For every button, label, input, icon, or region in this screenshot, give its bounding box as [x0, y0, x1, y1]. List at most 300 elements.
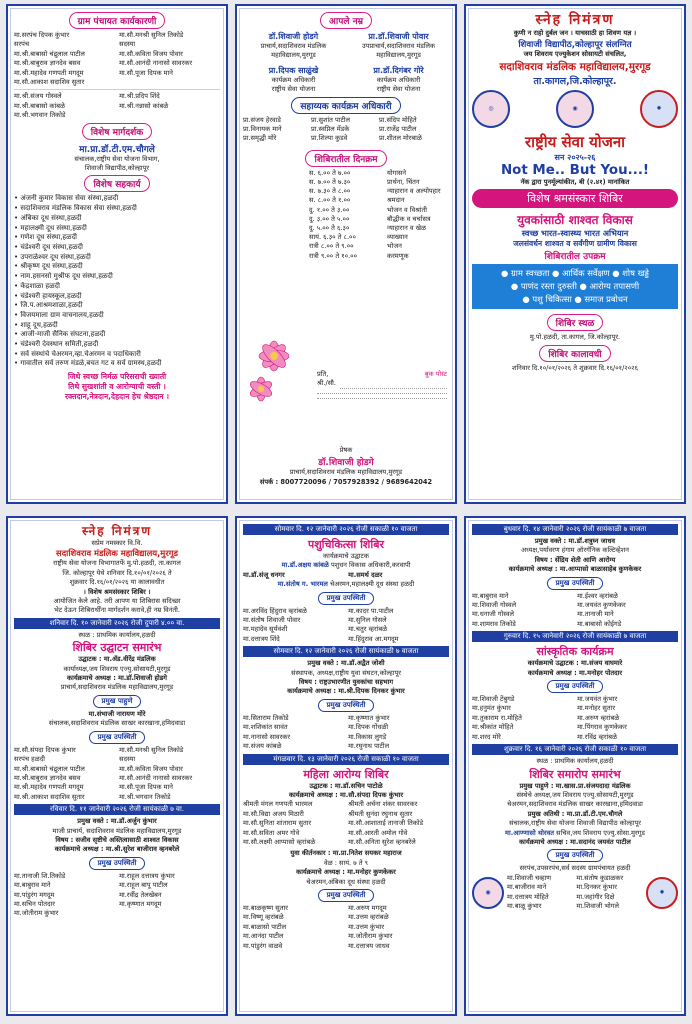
name-row	[472, 601, 678, 610]
attendees-list-3	[504, 874, 646, 912]
attendees-list	[472, 592, 678, 630]
inauguration-heading: शिबिर उद्घाटन समारंभ	[72, 641, 162, 655]
kirtan-chair: कार्यक्रमाचे अध्यक्ष : मा.मनोहर कुणकेकर	[296, 868, 396, 877]
inaugurator-role: कार्याध्यक्ष,जय शिवराय एज्यु.सोसायटी,मुरगूड	[63, 664, 171, 673]
person-name: मा.जयवंत कुंभार	[577, 695, 618, 704]
person-name: मा.सौ.आशाताई तानाजी तिकोडे	[348, 819, 424, 828]
person-name: मा.सुनिल गोसले	[348, 616, 387, 625]
inaugurator-label: कार्यक्रमाचे उद्घाटक	[323, 552, 369, 560]
invitation-title: स्नेह निमंत्रण	[535, 12, 615, 28]
name-row	[243, 923, 449, 932]
schedule-cell: स. ७.३० ते ८.००	[309, 187, 351, 196]
support-item: • श्रीकृष्ण दूध संस्था,हळदी	[14, 262, 83, 271]
person-name: मा.सचिन पोतदार	[14, 899, 55, 908]
person-name: सदस्या	[119, 40, 136, 49]
kirtan-speaker: युवा कीर्तनकार : मा.प्रा.नितेश सयकर महाराज	[290, 849, 402, 858]
date-bar-1: शनिवार दि. १० जानेवारी २०२६ रोजी दुपारी ४.०० वा.	[14, 618, 220, 629]
closing-heading: शिबिर समारोप समारंभ	[529, 767, 621, 781]
name-row	[472, 704, 678, 713]
vet-guest-2: मा.समर्थ दळर	[348, 570, 383, 579]
person-name: मा.श्री.संजय गोस्वले	[14, 92, 62, 101]
name-row	[243, 616, 449, 625]
person-name: सरपंच हळदी	[14, 755, 45, 764]
person-name: मा.जोतीराम कुंभार	[348, 932, 393, 941]
person-name: मा.जहांगीर दिक्षे	[576, 892, 615, 901]
person-name: मा.तानाजी माने	[577, 610, 614, 619]
person-name: मा.संतोष शिवाजी पोवार	[243, 616, 301, 625]
support-item: • जि.प.आश्रमशाळा,हळदी	[14, 301, 83, 310]
activity-item: ● समाज प्रबोधन	[574, 294, 628, 305]
quote-line-3: रक्तदान,नेत्रदान,देहदान हेच श्रेष्ठदान ।	[64, 392, 170, 402]
person-name: मा.श्री.भगवान तिकोडे	[14, 111, 66, 120]
assistant-name: प्रा.सुशांत पाटील	[310, 115, 350, 124]
person-name: मा.श्री.आकाश सदाशिव सुतार	[14, 792, 85, 801]
invite-line: जि. कोल्हापूर येथे शनिवार दि.१०/०१/२०२६ ते	[62, 568, 172, 577]
chairperson: कार्यक्रमाचे अध्यक्ष : मा.आप्पासो बाळासाहेब कुणकेकर	[508, 565, 642, 574]
attendees-banner-4: प्रमुख उपस्थिती	[318, 889, 375, 902]
person-name: मा.राहूल बापू पाटील	[119, 881, 168, 890]
date-bar-4: सोमवार दि. १२ जानेवारी २०२६ रोजी सायंकाळी ७ वाजता	[243, 646, 449, 657]
schedule-cell: व्याख्यान	[387, 233, 408, 242]
person-name: मा.रवींद्र तेलखेबन	[119, 890, 162, 899]
name-row	[243, 819, 449, 828]
name-row	[243, 904, 449, 913]
person-name: मा.श्री.महादेव गणपती मगदूम	[14, 68, 84, 77]
schedule-cell: स. ६.०० ते ७.००	[309, 168, 351, 177]
person-name: मा.उत्तम व्हरांबळे	[348, 913, 389, 922]
support-item: • नाम.हसनसो मुश्रीफ दूध संस्था,हळदी	[14, 272, 113, 281]
support-item: • सर्व संस्थांचे चेअरमन,व्हा.चेअरमन व पदाधिकारी	[14, 349, 141, 358]
cultural-heading: सांस्कृतिक कार्यक्रम	[536, 645, 614, 659]
topic: विषय : सेंद्रिय शेती आणि आरोग्य	[534, 555, 616, 564]
name-row	[243, 635, 449, 644]
date-bar-5: मंगळवार दि. १३ जानेवारी २०२६ रोजी सकाळी १० वाजता	[243, 754, 449, 765]
person-name: मा.रविंद्र व्हरांबळे	[577, 732, 618, 741]
panchayat-attendees: सरपंच,उपसरपंच,सर्व सदस्य ग्रामपंचायत हळदी	[519, 864, 631, 873]
schedule-cell: स. ८.०० ते १.००	[309, 196, 351, 205]
name-row	[243, 829, 449, 838]
host-officer-2: प्रा.डॉ.दिगंबर गोरे कार्यक्रम अधिकारी राष्ट्रीय सेवा योजना	[373, 65, 424, 94]
date-bar-7: गुरुवार दि. १५ जानेवारी २०२६ रोजी सायंकाळी ७ वाजता	[472, 631, 678, 642]
person-name: मा.बाबुराव माने	[14, 881, 51, 890]
name-row	[507, 874, 643, 883]
name-row	[472, 695, 678, 704]
schedule-cell: दु. ५.०० ते ६.३०	[309, 224, 350, 233]
schedule-table	[309, 169, 449, 261]
assistants-banner: सहाय्यक कार्यक्रम अधिकारी	[291, 97, 400, 114]
activity-item: ● आरोग्य तपासणी	[579, 281, 640, 292]
activity-item: ● ग्राम स्वच्छता	[501, 268, 553, 279]
speaker: प्रमुख वक्ते : मा.डॉ.अद्वैत जोशी	[307, 659, 385, 668]
person-name: मा.दत्तात्रय शिंदे	[243, 634, 280, 643]
panel-day-4-6	[464, 516, 686, 1016]
person-name: मा.बाळासो पाटील	[243, 922, 287, 931]
person-name: मा.शशिकांत सावंत	[243, 723, 288, 732]
address-shri: श्री./सौ.	[317, 379, 336, 388]
person-name	[119, 78, 220, 87]
schedule-cell: रात्री ८.०० ते ९.००	[309, 242, 354, 251]
flower-illustration	[239, 334, 309, 414]
person-name: मा.दिपक गोंधळी	[348, 723, 389, 732]
schedule-cell: करमणूक	[387, 251, 409, 260]
person-name: मा.सौ.पूजा दिपक माने	[119, 783, 173, 792]
name-row	[472, 610, 678, 619]
person-name: मा.ईश्वर व्हरांबळे	[577, 591, 618, 600]
name-row	[14, 40, 220, 49]
attendees-banner: प्रमुख उपस्थिती	[89, 731, 146, 744]
theme-main: युवकांसाठी शाश्वत विकास	[517, 213, 633, 228]
vet-chair-role: चेअरमन,महालक्ष्मी दूध संस्था हळदी	[330, 580, 415, 589]
person-name: मा.श्री.बाबुराव ज्ञानदेव बसव	[14, 773, 81, 782]
name-row	[243, 733, 449, 742]
person-name: मा.अरविंद हिंदुराव व्हरांबळे	[243, 606, 307, 615]
name-row	[14, 900, 220, 909]
assistant-name: प्रा.शिल्पा कुडवे	[310, 134, 348, 143]
person-name: मा.पिंगराव कुणकेकर	[577, 723, 627, 732]
person-name: मा.सौ.अनिता सुरेश व्हनबरेले	[348, 837, 416, 846]
attendees-list-2	[472, 695, 678, 742]
committee-list	[14, 31, 220, 87]
topic: विषय : राष्ट्रउभारणीत युवकांचा सहभाग	[298, 678, 394, 687]
support-item: • विजयमाला ग्राम वाचनालय,हळदी	[14, 310, 104, 319]
person-name: मा.श्री.बाबासो कांबळे	[14, 101, 65, 110]
person-name: मा.श्री.बाबासो चंद्रुलाल पाटील	[14, 49, 85, 58]
name-row	[14, 872, 220, 881]
closing-guest: प्रमुख पाहुणे : मा.खास.प्रा.संजयदादा मंडलिक	[519, 781, 631, 790]
topic: विषय : सजीव सृष्टीचे अस्तित्वासाठी शाश्वत विकास	[55, 835, 179, 844]
name-row	[14, 765, 220, 774]
chairperson: कार्यक्रमाचे अध्यक्ष : मा.श्री.दिपक दिनकर कुंभार	[287, 687, 405, 696]
person-name: मा.श्री.प्रदिप शिंदे	[119, 92, 160, 101]
schedule-cell: योगासने	[387, 168, 407, 177]
assistant-name: प्रा.शीतल मोरबाळे	[378, 134, 422, 143]
person-name: मा.पांडुरंग वाळवे	[243, 941, 283, 950]
support-item: • चंडेश्वरी दूध संस्था,हळदी	[14, 242, 83, 251]
assistant-name: प्रा.विनायक माने	[243, 125, 282, 134]
person-name: मा.सौ.सविता अमर गोवे	[243, 828, 300, 837]
schedule-cell: स. ७.०० ते ७.३०	[309, 178, 351, 187]
person-name: मा.अरुण मगदूम	[348, 903, 387, 912]
host-officer-1: प्रा.दिपक साळुंखे कार्यक्रम अधिकारी राष्ट्रीय सेवा योजना	[268, 65, 319, 94]
person-name: मा.तानाजी शि.तिकोडे	[14, 871, 66, 880]
name-row	[14, 111, 220, 120]
date-bar-8: शुक्रवार दि. १६ जानेवारी २०२६ रोजी सकाळी १० वाजता	[472, 744, 678, 755]
women-chair: कार्यक्रमाचे अध्यक्ष : मा.सौ.संपदा दिपक कुंभार	[288, 790, 404, 799]
person-name: मा.शिवाजी भोगले	[576, 901, 619, 910]
closing-secretary: मा.आण्णासो थोरवत	[505, 828, 555, 837]
closing-guest-role-2: चेअरमन,सदाशिवराव मंडलिक साखर कारखाना,हमिदवाडा	[507, 800, 643, 809]
person-name: मा.सिताराम तिकोडे	[243, 713, 289, 722]
college-place: ता.कागल,जि.कोल्हापूर.	[533, 75, 617, 87]
closing-special-guest: प्रमुख अतिथी : मा.प्रा.डॉ.टी.एम.चौगले	[527, 809, 623, 818]
person-name: मा.जोतीराम कुंभार	[14, 909, 59, 918]
assistant-row	[243, 116, 449, 125]
attendees-banner-2: प्रमुख उपस्थिती	[547, 680, 604, 693]
person-name: मा.विकास लुगडे	[348, 732, 387, 741]
chairperson: कार्यक्रमाचे अध्यक्ष : मा.डॉ.शिवाजी होडगे	[67, 674, 167, 683]
closing-secretary-role: सचिव,जय शिवराय एज्यु.सोसा.मुरगूड	[556, 828, 645, 837]
name-row	[14, 92, 220, 101]
name-row	[472, 714, 678, 723]
invite-camp: । विशेष श्रमसंस्कार शिबिर ।	[83, 587, 151, 596]
name-row	[243, 810, 449, 819]
attendees-banner-2: प्रमुख उपस्थिती	[318, 699, 375, 712]
support-item: • चंडेश्वरी देवस्थान समिती,हळदी	[14, 340, 99, 349]
vet-inaugurator-role: पशुधन विकास अधिकारी,करवापी	[331, 561, 411, 570]
date-bar-3: सोमवार दि. १२ जानेवारी २०२६ रोजी सकाळी १० वाजता	[243, 524, 449, 535]
guide-university: शिवाजी विद्यापीठ,कोल्हापूर	[84, 164, 150, 173]
person-name: मा.श्री.नन्नासो कांबळे	[119, 101, 169, 110]
name-row	[14, 783, 220, 792]
panel-cover	[464, 4, 686, 504]
university-affiliation: शिवाजी विद्यापीठ,कोल्हापूर संलग्नित	[518, 40, 632, 51]
invite-line: सप्रेम नमस्कार वि.वि.	[91, 539, 143, 547]
support-list	[14, 194, 220, 369]
panel-hosts	[235, 4, 457, 504]
speaker: प्रमुख वक्ते : मा.डॉ.शत्रुघ्न जाधव	[534, 537, 616, 545]
quote-line-2: तिथे सुखशांती व आरोग्याची वस्ती ।	[68, 382, 166, 392]
person-name: सदस्या	[119, 755, 136, 764]
name-row	[243, 838, 449, 847]
vet-camp-heading: पशुचिकित्सा शिबिर	[307, 538, 385, 551]
person-name: मा.विष्णू व्हरांबळे	[243, 913, 284, 922]
university-logo: ◎	[472, 90, 510, 128]
person-name: मा.शिवाजी चव्हाण	[507, 873, 552, 882]
venue: स्थळ : प्राथमिक कार्यालय,हळदी	[536, 757, 614, 766]
panel-invitation	[6, 516, 228, 1016]
person-name: मा.सौ.आनंदी नानासो सावरकर	[119, 773, 193, 782]
person-name: मा.सौ.कविता विजय पोवार	[119, 764, 183, 773]
name-row	[243, 742, 449, 751]
support-item: • महालक्ष्मी दूध संस्था,हळदी	[14, 223, 87, 232]
person-name: मा.सरपंच दिपक कुंभार	[14, 31, 70, 39]
women-health-heading: महिला आरोग्य शिबिर	[303, 767, 389, 781]
host-principal: डॉ.शिवाजी होडगे प्राचार्य,सदाशिवराव मंडलिक महाविद्यालय,मुरगूड	[260, 32, 327, 60]
person-name: मा.सौ.कविता विजय पोवार	[119, 49, 183, 58]
attendees-list-3	[243, 800, 449, 847]
person-name: मा.दिनकर कुंभार	[576, 883, 617, 892]
person-name: मा.रघुनाथ पाटील	[348, 742, 390, 751]
name-row	[14, 774, 220, 783]
chief-guest: मा.संभाजी नारायण मोरे	[88, 709, 146, 718]
person-name: मा.संतोष कुडाळकर	[576, 873, 624, 882]
person-name: मा.मनोहर सुतार	[577, 704, 616, 713]
person-name: मा.सौ.आनंदी नानासो सावरकर	[119, 59, 193, 68]
assistant-row	[243, 125, 449, 134]
person-name: मा.संजय कांबळे	[243, 742, 282, 751]
college-logo: ◉	[556, 90, 594, 128]
person-name: मा.सौ.मनश्री सुनिल तिकोडे	[119, 745, 184, 754]
assistant-name: प्रा.संदिप मोहिते	[378, 115, 417, 124]
invite-college: सदाशिवराव मंडलिक महाविद्यालय,मुरगूड	[56, 548, 178, 559]
person-name: मा.बाबुराव माने	[472, 591, 509, 600]
support-banner: विशेष सहकार्य	[84, 175, 149, 192]
person-name: मा.पांडुरंग मगदूम	[14, 890, 55, 899]
venue: स्थळ : प्राथमिक कार्यालय,हळदी	[78, 630, 156, 639]
schedule-cell: दु. ३.०० ते ५.००	[309, 214, 350, 223]
guide-name: मा.प्रा.डॉ.टी.एम.चौगले	[79, 144, 155, 155]
support-item: • आजी-माजी सैनिक संघटना,हळदी	[14, 330, 106, 339]
speaker-role: संस्थापक, अध्यक्ष,राष्ट्रीय युवा संघटन,कोल्हापूर	[291, 668, 401, 677]
name-row	[14, 881, 220, 890]
person-name: मा.आनंदा पाटील	[243, 932, 284, 941]
host-vice-principal: प्रा.डॉ.शिवाजी पोवार उपप्राचार्य,सदाशिवराव मंडलिक महाविद्यालय,मुरगूड	[362, 32, 436, 60]
person-name: मा.बाजीराव माने	[507, 883, 547, 892]
chairperson-2: कार्यक्रमाचे अध्यक्ष : मा.श्री.सुरेश बाजीराव व्हनबरेले	[54, 845, 180, 854]
person-name: सरपंच	[14, 40, 30, 49]
naac-grade: नॅक द्वारा पुनर्मूल्यांकीत, बी (२.४१) मानांकित	[520, 177, 630, 186]
nss-motto: Not Me.. But You...!	[500, 162, 650, 178]
assistants-list	[243, 116, 449, 144]
person-name: मा.दत्तात्रय जाधव	[348, 941, 390, 950]
guide-banner: विशेष मार्गदर्शक	[82, 123, 152, 140]
person-name: मा.श्री.बाबासो चंद्रुलाल पाटील	[14, 764, 85, 773]
person-name: मा.बाळू कुंभार	[507, 901, 542, 910]
person-name: मा.बाबासो कोईगडे	[577, 619, 622, 628]
person-name: मा.दत्तात्रय मोहिते	[507, 892, 549, 901]
theme-line-3: जलसंवर्धन शाश्वत व सर्वंगीण ग्रामीण विकास	[513, 239, 637, 249]
college-name: सदाशिवराव मंडलिक महाविद्यालय,मुरगूड	[499, 60, 651, 73]
person-name: मा.उत्तम कुंभार	[348, 922, 385, 931]
assistant-row	[243, 134, 449, 143]
camp-title: विशेष श्रमसंस्कार शिबिर	[472, 189, 678, 208]
speaker-role: माजी प्राचार्य, सदाशिवराव मंडलिक महाविद्यालय,मुरगूड	[52, 826, 182, 835]
sender-label: प्रेषक	[339, 446, 353, 454]
name-row	[14, 755, 220, 764]
name-row	[507, 883, 643, 892]
women-inaugurator: उद्घाटक : मा.डॉ.सचिन पाटोळे	[309, 781, 383, 790]
vet-inaugurator: मा.डॉ.अक्षय कांबळे	[281, 561, 329, 570]
cultural-inaugurator: कार्यक्रमाचे उद्घाटक : मा.संजय वाघमारे	[527, 659, 623, 668]
name-row	[14, 746, 220, 755]
name-row	[243, 913, 449, 922]
schedule-cell: प्रार्थना, चिंतन	[387, 178, 420, 187]
schedule-cell: न्याहारान व अल्पोपहार	[387, 187, 441, 196]
activities-box	[472, 264, 678, 309]
support-item: • अंजनी कुमार विकास सेवा संस्था,हळदी	[14, 194, 119, 203]
person-name: मा.हिंदुराव आ.मगदूम	[348, 634, 399, 643]
panel-committee	[6, 4, 228, 504]
name-row	[472, 592, 678, 601]
camp-duration: शनिवार दि.१०/०१/२०२६ ते शुक्रवार दि.१६/०१/२०२६	[511, 363, 639, 372]
person-name: मा.चतुर व्हरांबळे	[348, 625, 388, 634]
activity-item: ● शोष खड्डे	[612, 268, 649, 279]
support-item: • उपराळेश्वर दूध संस्था,हळदी	[14, 252, 91, 261]
speaker: प्रमुख वक्ते : मा.डॉ.अर्जुन कुंभार	[77, 817, 157, 826]
person-name: श्रीमती मंगल गणपती भारमल	[243, 800, 313, 809]
name-row	[243, 942, 449, 951]
support-item: • गणेश दूध संस्था,हळदी	[14, 233, 77, 242]
tagline: कुणी न राहो दुर्बल जन । याचसाठी हा शिवण यज्ञ ।	[513, 29, 637, 37]
closing-guest-role: संस्थेचे अध्यक्ष,जय शिवराय एज्यु.सोसायटी,मुरगूड	[516, 790, 634, 799]
attendees-list	[14, 746, 220, 802]
person-name: मा.नानासो सावरकर	[243, 732, 291, 741]
name-row	[243, 932, 449, 941]
sender-name: डॉ.शिवाजी होडगे	[318, 458, 374, 469]
name-row	[14, 891, 220, 900]
schedule-cell: बौद्धीक व चर्चासत्र	[387, 214, 431, 223]
closing-chair: कार्यक्रमाचे अध्यक्ष : मा.सदानंद जयवंत पाटील	[519, 837, 631, 846]
person-name: मा.शिवाजी गोस्वले	[472, 601, 517, 610]
invite-line: भेट देऊन शिबिरार्थींना मार्गदर्शन करावे,ही नम्र विनंती.	[54, 606, 180, 615]
attendees-banner-2: प्रमुख उपस्थिती	[89, 857, 146, 870]
schedule-cell: भोजन व विश्रांती	[387, 205, 427, 214]
nss-logo: ✹	[640, 90, 678, 128]
schedule-cell: न्याहारान व खेळ	[387, 224, 427, 233]
name-row	[243, 723, 449, 732]
vet-chair: मा.संतोष ग. भारमल	[277, 580, 328, 589]
support-item: • केंद्रशाळा हळदी	[14, 281, 60, 290]
vet-guest-1: मा.डॉ.संजू धनगर	[243, 570, 285, 579]
person-name: मा.शरद मोरे	[472, 732, 501, 741]
address-prati: प्रति,	[317, 370, 329, 378]
attendees-list	[243, 607, 449, 645]
assistant-name: प्रा.संजय हेरवाडे	[243, 115, 281, 124]
society: जय शिवराय एज्युकेशन सोसायटी संचलित,	[523, 50, 627, 59]
support-item: • गावातील सर्व तरुण मंडळे,बचत गट व सर्व ग्रामस्थ,हळदी	[14, 359, 162, 368]
person-name: मा.सौ.लक्ष्मी आप्पासो व्हरांबळे	[243, 837, 316, 846]
name-row	[243, 714, 449, 723]
name-row	[243, 625, 449, 634]
sender-address: प्राचार्य,सदाशिवराव मंडलिक महाविद्यालय,मुरगूड	[289, 468, 403, 477]
name-row	[14, 50, 220, 59]
nss-logo-small: ✹	[646, 877, 678, 909]
quote-line-1: जिथे स्वच्छ निर्मळ परिसराची ख्याती	[67, 372, 167, 382]
attendees-banner-3: प्रमुख उपस्थिती	[547, 849, 604, 862]
name-row	[507, 902, 643, 911]
person-name: श्रीमती अर्चना शंकर सावरकर	[348, 800, 418, 809]
invitation-title-2: स्नेह निमंत्रण	[81, 524, 153, 538]
person-name: मा.श्री.भगवान तिकोडे	[119, 792, 171, 801]
person-name: मा.अरुण व्हरांबळे	[577, 713, 620, 722]
person-name: मा.सौ.पूजा दिपक माने	[119, 68, 173, 77]
support-item: • अंबिका दूध संस्था,हळदी	[14, 213, 82, 222]
nss-title: राष्ट्रीय सेवा योजना	[524, 132, 626, 151]
support-item: • सदाशिवराव मंडलिक विकास सेवा संस्था,हळदी	[14, 204, 137, 213]
name-row	[472, 733, 678, 742]
attendees-list-2	[14, 872, 220, 919]
chairperson-role: प्राचार्य,सदाशिवराव मंडलिक महाविद्यालय,मुरगूड	[60, 683, 174, 692]
schedule-cell: रात्री ९.०० ते १०.००	[309, 251, 357, 260]
assistant-name: प्रा.स्वप्निल मेंडके	[310, 125, 350, 134]
activity-item: ● पशु चिकित्सा	[522, 294, 575, 305]
date-bar-6: बुधवार दि. १४ जानेवारी २०२६ रोजी सायंकाळी ७ वाजता	[472, 524, 678, 535]
support-item: • शाहू दूध,हळदी	[14, 320, 58, 329]
person-name: मा.बाळकृष्ण सुतार	[243, 903, 288, 912]
name-row	[14, 59, 220, 68]
name-row	[14, 793, 220, 802]
person-name: श्रीमती सुनंदा रघुनाथ सुतार	[348, 809, 413, 818]
camp-location: मु.पो.हळदी, ता.कागल, जि.कोल्हापूर.	[529, 333, 621, 342]
invite-line: आयोजित केले आहे. तरी आपण या शिबिरास सदिच्छा	[53, 597, 181, 606]
name-row	[14, 78, 220, 87]
schedule-cell: श्रमदान	[387, 196, 405, 205]
person-name: मा.शामराव तिकोडे	[472, 619, 516, 628]
schedule-cell: सायं. ६.३० ते ८.००	[309, 233, 356, 242]
kirtan-chair-role: चेअरमन,अंबिका दूध संस्था हळदी	[306, 877, 386, 886]
person-name: मा.श्री.बाबुराव ज्ञानदेव बसव	[14, 59, 81, 68]
person-name: मा.कादर पा.पाटील	[348, 606, 394, 615]
person-name: मा.जयवंत कुणकेकर	[577, 601, 626, 610]
schedule-banner: शिबिरातील दिनक्रम	[305, 150, 386, 167]
person-name: मा.कृष्णात कुंभार	[348, 713, 390, 722]
person-name: मा.सौ.सुनिता शांताराम सुतार	[243, 819, 312, 828]
guide-role: संचालक,राष्ट्रीय सेवा योजना विभाग,	[74, 154, 160, 163]
cultural-chair: कार्यक्रमाचे अध्यक्ष : मा.मनोहर पोतदार	[527, 668, 623, 677]
person-name: मा.सौ.आरती अमोल गोवे	[348, 828, 408, 837]
attendees-list-4	[243, 904, 449, 951]
name-row	[14, 102, 220, 111]
